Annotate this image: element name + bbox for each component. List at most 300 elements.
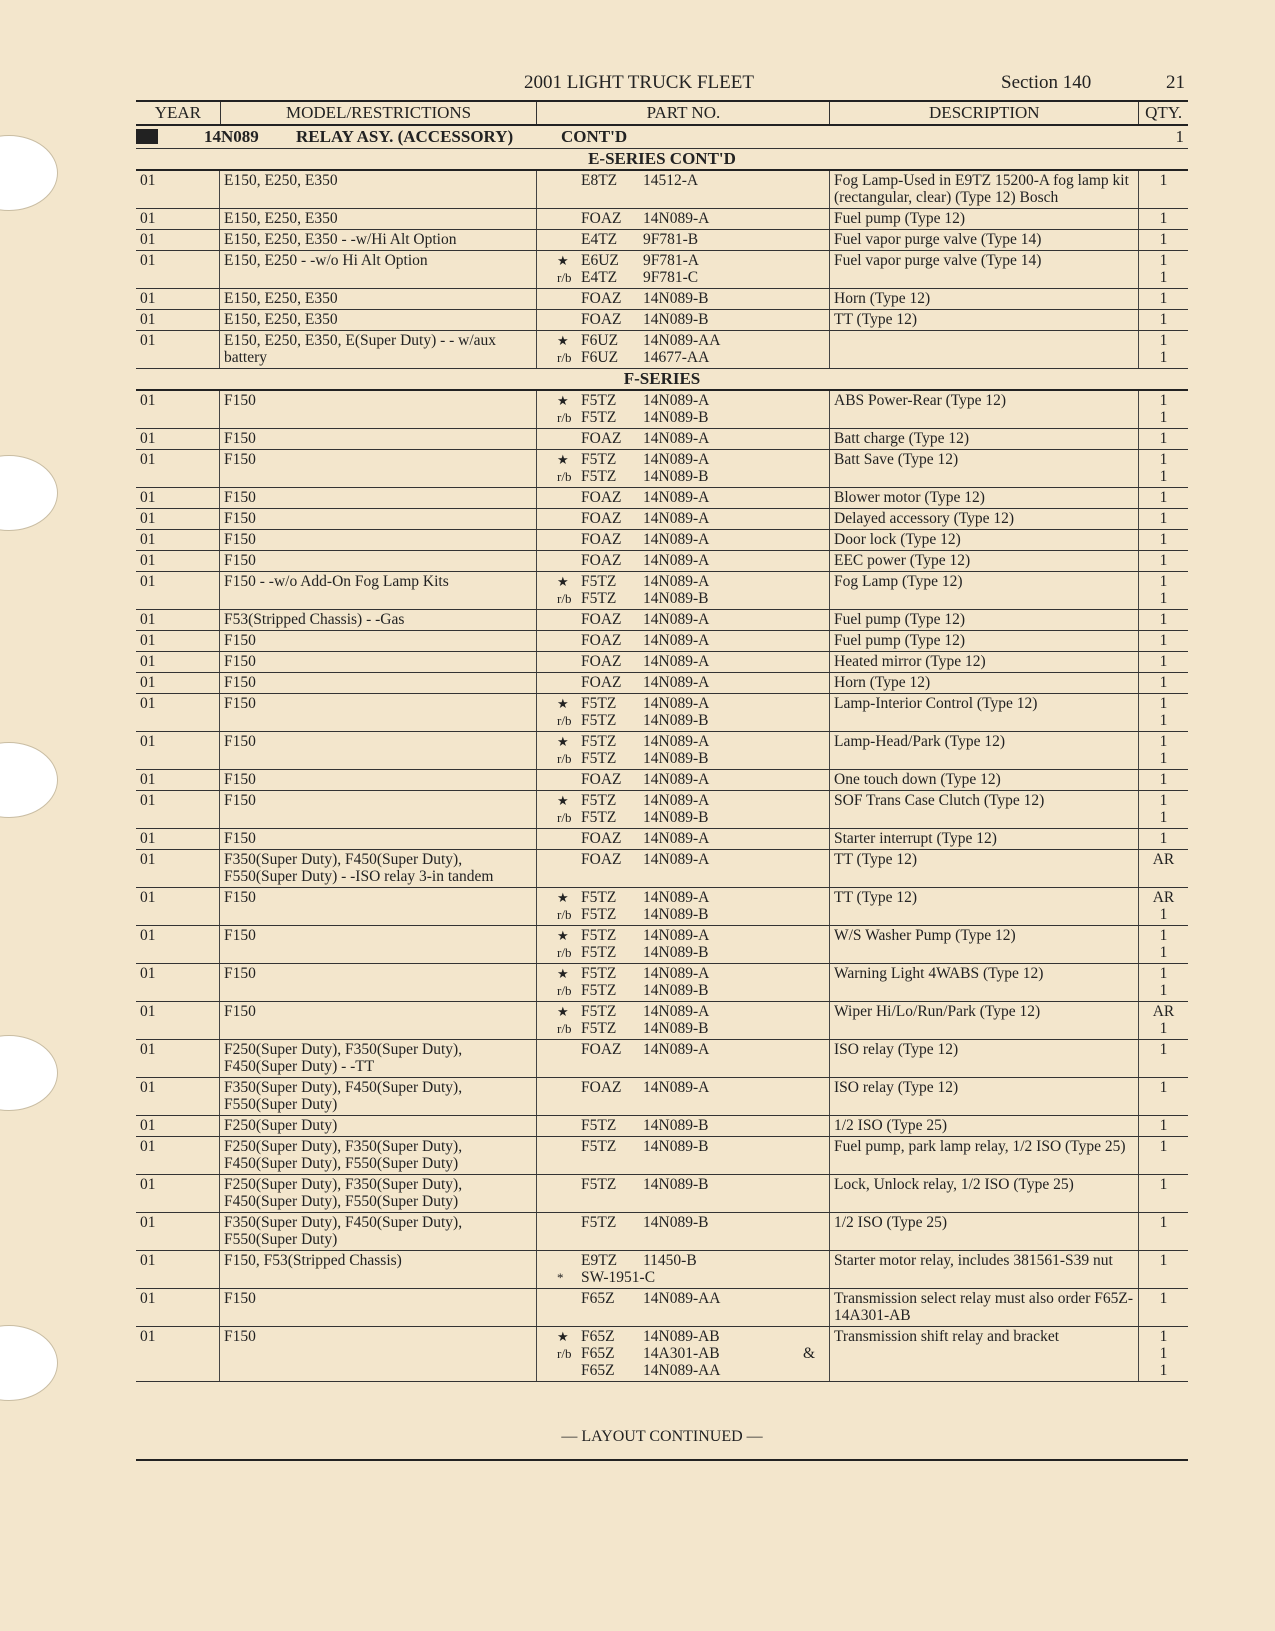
- part-prefix: F5TZ: [581, 733, 617, 750]
- year-cell: 01: [136, 509, 220, 529]
- part-prefix: FOAZ: [581, 290, 622, 307]
- qty-value: 1: [1159, 927, 1168, 944]
- model-cell: F150: [220, 530, 537, 550]
- part-suffix: 14N089-A: [643, 430, 710, 447]
- part-prefix: F65Z: [581, 1345, 615, 1362]
- part-number-cell: [537, 509, 830, 529]
- table-row: [136, 331, 1188, 369]
- part-prefix: FOAZ: [581, 531, 622, 548]
- part-prefix: F5TZ: [581, 750, 617, 767]
- part-line: [557, 1290, 825, 1307]
- part-line: [557, 252, 825, 269]
- part-line: [557, 430, 825, 447]
- model-cell: F150 - -w/o Add-On Fog Lamp Kits: [220, 572, 537, 609]
- part-prefix: F5TZ: [581, 1214, 617, 1231]
- table-row: [136, 209, 1188, 230]
- part-prefix: F5TZ: [581, 906, 617, 923]
- description-cell: Fuel pump (Type 12): [830, 631, 1139, 651]
- part-marker: [557, 1079, 581, 1096]
- qty-value: 1: [1159, 653, 1168, 670]
- qty-cell: [1139, 251, 1188, 288]
- binder-hole-4: [0, 1035, 58, 1111]
- model-cell: F53(Stripped Chassis) - -Gas: [220, 610, 537, 630]
- qty-cell: [1139, 791, 1188, 828]
- qty-cell: [1139, 450, 1188, 487]
- qty-cell: [1139, 509, 1188, 529]
- description-cell: Lamp-Interior Control (Type 12): [830, 694, 1139, 731]
- table-row: [136, 171, 1188, 209]
- part-line: [557, 311, 825, 328]
- part-suffix: 14N089-A: [643, 830, 710, 847]
- part-marker: [557, 1252, 581, 1269]
- catalog-title: 2001 LIGHT TRUCK FLEET: [524, 72, 754, 93]
- part-line: [557, 409, 825, 426]
- model-cell: F150: [220, 509, 537, 529]
- part-line: [557, 809, 825, 826]
- year-cell: 01: [136, 1002, 220, 1039]
- model-cell: E150, E250, E350, E(Super Duty) - - w/aux battery: [220, 331, 537, 368]
- description-cell: 1/2 ISO (Type 25): [830, 1116, 1139, 1136]
- part-suffix: 14N089-B: [643, 1020, 709, 1037]
- table-row: [136, 429, 1188, 450]
- part-prefix: F5TZ: [581, 1176, 617, 1193]
- table-row: [136, 1078, 1188, 1116]
- part-suffix: 9F781-A: [643, 252, 699, 269]
- part-prefix: F5TZ: [581, 965, 617, 982]
- col-year: YEAR: [136, 102, 221, 124]
- part-suffix: 14A301-AB: [643, 1345, 720, 1362]
- year-cell: 01: [136, 450, 220, 487]
- qty-value: 1: [1159, 944, 1168, 961]
- description-cell: Transmission shift relay and bracket: [830, 1327, 1139, 1381]
- part-suffix: 14N089-A: [643, 531, 710, 548]
- part-line: [557, 1252, 825, 1269]
- part-prefix: F5TZ: [581, 1020, 617, 1037]
- part-number-cell: [537, 572, 830, 609]
- qty-cell: [1139, 926, 1188, 963]
- part-line: [557, 712, 825, 729]
- part-number-cell: [537, 888, 830, 925]
- model-cell: F150: [220, 391, 537, 428]
- table-row: [136, 488, 1188, 509]
- table-body: [136, 149, 1188, 1382]
- part-marker: r/b: [557, 410, 572, 425]
- part-prefix: FOAZ: [581, 510, 622, 527]
- table-row: [136, 310, 1188, 331]
- qty-cell: [1139, 530, 1188, 550]
- part-line: [557, 451, 825, 468]
- part-group-header: [136, 126, 1188, 149]
- qty-value: AR: [1152, 1003, 1175, 1020]
- part-line: [557, 269, 825, 286]
- qty-cell: [1139, 1327, 1188, 1381]
- model-cell: F350(Super Duty), F450(Super Duty), F550(Super Duty) - -ISO relay 3-in tandem: [220, 850, 537, 887]
- table-row: [136, 829, 1188, 850]
- star-icon: ★: [557, 734, 569, 749]
- part-suffix: 14N089-B: [643, 712, 709, 729]
- part-line: [557, 792, 825, 809]
- description-cell: Delayed accessory (Type 12): [830, 509, 1139, 529]
- part-prefix: F65Z: [581, 1328, 615, 1345]
- year-cell: 01: [136, 694, 220, 731]
- table-row: [136, 1137, 1188, 1175]
- year-cell: 01: [136, 310, 220, 330]
- qty-value: 1: [1159, 1214, 1168, 1231]
- description-cell: Starter motor relay, includes 381561-S39 nut: [830, 1251, 1139, 1288]
- model-cell: F150: [220, 964, 537, 1001]
- model-cell: F150: [220, 631, 537, 651]
- qty-cell: [1139, 310, 1188, 330]
- star-icon: ★: [557, 793, 569, 808]
- part-number-cell: [537, 631, 830, 651]
- part-suffix: 14N089-A: [643, 632, 710, 649]
- part-prefix: FOAZ: [581, 674, 622, 691]
- qty-cell: [1139, 1137, 1188, 1174]
- part-marker: r/b: [557, 983, 572, 998]
- description-cell: Starter interrupt (Type 12): [830, 829, 1139, 849]
- part-suffix: 14N089-B: [643, 590, 709, 607]
- qty-cell: [1139, 1213, 1188, 1250]
- binder-hole-3: [0, 742, 58, 818]
- qty-cell: [1139, 888, 1188, 925]
- part-suffix: 14N089-AA: [643, 1362, 721, 1379]
- qty-cell: [1139, 488, 1188, 508]
- year-cell: 01: [136, 331, 220, 368]
- year-cell: 01: [136, 829, 220, 849]
- part-prefix: E4TZ: [581, 269, 618, 286]
- part-suffix: 14N089-B: [643, 1176, 709, 1193]
- binder-hole-1: [0, 135, 58, 211]
- star-icon: ★: [557, 574, 569, 589]
- part-prefix: F5TZ: [581, 792, 617, 809]
- qty-value: 1: [1159, 510, 1168, 527]
- part-suffix: 14N089-A: [643, 965, 710, 982]
- model-cell: F350(Super Duty), F450(Super Duty), F550(Super Duty): [220, 1213, 537, 1250]
- model-cell: F150: [220, 732, 537, 769]
- qty-value: 1: [1159, 430, 1168, 447]
- part-suffix: 14N089-B: [643, 311, 709, 328]
- part-suffix: 14N089-AA: [643, 1290, 721, 1307]
- description-cell: ISO relay (Type 12): [830, 1078, 1139, 1115]
- qty-value: AR: [1152, 889, 1175, 906]
- description-cell: 1/2 ISO (Type 25): [830, 1213, 1139, 1250]
- description-cell: W/S Washer Pump (Type 12): [830, 926, 1139, 963]
- part-marker: r/b: [557, 591, 572, 606]
- series-heading: F-SERIES: [136, 369, 1188, 391]
- model-cell: E150, E250, E350: [220, 289, 537, 309]
- part-suffix: 9F781-B: [643, 231, 699, 248]
- part-marker: [557, 1214, 581, 1231]
- part-number-cell: [537, 964, 830, 1001]
- part-marker: [557, 552, 581, 569]
- part-number-cell: [537, 331, 830, 368]
- qty-cell: [1139, 1175, 1188, 1212]
- part-suffix: 14N089-B: [643, 290, 709, 307]
- qty-value: 1: [1159, 1252, 1168, 1269]
- part-number-cell: [537, 488, 830, 508]
- year-cell: 01: [136, 791, 220, 828]
- part-prefix: F6UZ: [581, 349, 619, 366]
- group-qty: 1: [1175, 127, 1184, 146]
- part-line: [557, 1041, 825, 1058]
- part-prefix: F5TZ: [581, 451, 617, 468]
- part-marker: [557, 1041, 581, 1058]
- col-part-no: PART NO.: [537, 102, 830, 124]
- part-prefix: F5TZ: [581, 468, 617, 485]
- part-suffix: 14N089-A: [643, 573, 710, 590]
- part-line: [557, 1214, 825, 1231]
- part-suffix: 14512-A: [643, 172, 699, 189]
- description-cell: Blower motor (Type 12): [830, 488, 1139, 508]
- part-line: [557, 172, 825, 189]
- year-cell: 01: [136, 209, 220, 229]
- part-prefix: F5TZ: [581, 889, 617, 906]
- group-continued: CONT'D: [561, 127, 628, 146]
- part-prefix: F6UZ: [581, 332, 619, 349]
- description-cell: SOF Trans Case Clutch (Type 12): [830, 791, 1139, 828]
- qty-value: 1: [1159, 409, 1168, 426]
- part-prefix: FOAZ: [581, 771, 622, 788]
- description-cell: Fuel vapor purge valve (Type 14): [830, 251, 1139, 288]
- part-line: [557, 851, 825, 868]
- part-prefix: F5TZ: [581, 809, 617, 826]
- part-suffix: 14N089-A: [643, 611, 710, 628]
- layout-continued-note: — LAYOUT CONTINUED —: [561, 1428, 763, 1445]
- part-suffix: 14N089-B: [643, 982, 709, 999]
- part-number-cell: [537, 1002, 830, 1039]
- part-prefix: F65Z: [581, 1290, 615, 1307]
- description-cell: [830, 331, 1139, 368]
- description-cell: One touch down (Type 12): [830, 770, 1139, 790]
- year-cell: 01: [136, 888, 220, 925]
- part-prefix: FOAZ: [581, 830, 622, 847]
- qty-value: 1: [1159, 1290, 1168, 1307]
- part-line: [557, 1362, 825, 1379]
- part-prefix: E6UZ: [581, 252, 619, 269]
- qty-value: 1: [1159, 269, 1168, 286]
- qty-cell: [1139, 610, 1188, 630]
- qty-value: 1: [1159, 349, 1168, 366]
- model-cell: E150, E250, E350: [220, 209, 537, 229]
- part-marker: [557, 674, 581, 691]
- qty-cell: [1139, 1289, 1188, 1326]
- part-number-cell: [537, 251, 830, 288]
- part-number-cell: [537, 652, 830, 672]
- model-cell: E150, E250, E350: [220, 171, 537, 208]
- part-suffix: 9F781-C: [643, 269, 699, 286]
- model-cell: F250(Super Duty), F350(Super Duty), F450(Super Duty) - -TT: [220, 1040, 537, 1077]
- qty-cell: [1139, 331, 1188, 368]
- table-row: [136, 1289, 1188, 1327]
- part-prefix: F5TZ: [581, 1003, 617, 1020]
- qty-cell: [1139, 1002, 1188, 1039]
- qty-value: 1: [1159, 210, 1168, 227]
- year-cell: 01: [136, 926, 220, 963]
- part-line: [557, 392, 825, 409]
- part-suffix: 14N089-B: [643, 468, 709, 485]
- star-icon: ★: [557, 1329, 569, 1344]
- part-prefix: F5TZ: [581, 927, 617, 944]
- year-cell: 01: [136, 673, 220, 693]
- part-suffix: 14N089-A: [643, 510, 710, 527]
- table-row: [136, 1327, 1188, 1382]
- part-marker: r/b: [557, 270, 572, 285]
- part-prefix: F5TZ: [581, 944, 617, 961]
- year-cell: 01: [136, 289, 220, 309]
- part-prefix: FOAZ: [581, 430, 622, 447]
- part-prefix: SW-1951-C: [581, 1269, 656, 1286]
- part-line: [557, 653, 825, 670]
- qty-value: 1: [1159, 311, 1168, 328]
- part-line: [557, 231, 825, 248]
- part-number-cell: [537, 310, 830, 330]
- year-cell: 01: [136, 652, 220, 672]
- year-cell: 01: [136, 631, 220, 651]
- part-suffix: 11450-B: [643, 1252, 697, 1269]
- qty-cell: [1139, 171, 1188, 208]
- part-marker: [557, 632, 581, 649]
- description-cell: Fuel vapor purge valve (Type 14): [830, 230, 1139, 250]
- group-name: RELAY ASY. (ACCESSORY): [296, 127, 514, 146]
- qty-value: 1: [1159, 750, 1168, 767]
- year-cell: 01: [136, 171, 220, 208]
- part-line: [557, 750, 825, 767]
- description-cell: Batt Save (Type 12): [830, 450, 1139, 487]
- description-cell: Lock, Unlock relay, 1/2 ISO (Type 25): [830, 1175, 1139, 1212]
- qty-value: 1: [1159, 830, 1168, 847]
- part-suffix: 14N089-A: [643, 927, 710, 944]
- qty-value: 1: [1159, 1020, 1168, 1037]
- ampersand-mark: &: [803, 1345, 816, 1362]
- part-prefix: FOAZ: [581, 311, 622, 328]
- qty-value: 1: [1159, 712, 1168, 729]
- part-prefix: F5TZ: [581, 712, 617, 729]
- model-cell: F150, F53(Stripped Chassis): [220, 1251, 537, 1288]
- part-marker: r/b: [557, 350, 572, 365]
- part-prefix: FOAZ: [581, 489, 622, 506]
- qty-value: 1: [1159, 674, 1168, 691]
- part-prefix: FOAZ: [581, 611, 622, 628]
- year-cell: 01: [136, 1175, 220, 1212]
- description-cell: ISO relay (Type 12): [830, 1040, 1139, 1077]
- qty-cell: [1139, 1251, 1188, 1288]
- part-line: [557, 982, 825, 999]
- qty-value: 1: [1159, 1345, 1168, 1362]
- part-marker: [557, 611, 581, 628]
- table-row: [136, 850, 1188, 888]
- qty-cell: [1139, 1078, 1188, 1115]
- year-cell: 01: [136, 1289, 220, 1326]
- description-cell: Fuel pump (Type 12): [830, 209, 1139, 229]
- year-cell: 01: [136, 230, 220, 250]
- table-row: [136, 673, 1188, 694]
- table-row: [136, 770, 1188, 791]
- year-cell: 01: [136, 610, 220, 630]
- part-suffix: 14N089-A: [643, 210, 710, 227]
- model-cell: F250(Super Duty), F350(Super Duty), F450(Super Duty), F550(Super Duty): [220, 1175, 537, 1212]
- description-cell: TT (Type 12): [830, 888, 1139, 925]
- part-suffix: 14N089-AA: [643, 332, 721, 349]
- part-number-cell: [537, 230, 830, 250]
- part-marker: [557, 510, 581, 527]
- part-suffix: 14N089-A: [643, 674, 710, 691]
- qty-cell: [1139, 652, 1188, 672]
- star-icon: ★: [557, 1004, 569, 1019]
- model-cell: F150: [220, 450, 537, 487]
- qty-value: 1: [1159, 332, 1168, 349]
- part-suffix: 14N089-A: [643, 889, 710, 906]
- part-prefix: F5TZ: [581, 409, 617, 426]
- part-marker: [557, 1176, 581, 1193]
- parts-table: [136, 100, 1188, 1382]
- model-cell: F150: [220, 829, 537, 849]
- part-line: [557, 1345, 825, 1362]
- part-suffix: 14N089-B: [643, 750, 709, 767]
- part-line: [557, 927, 825, 944]
- binder-hole-2: [0, 455, 58, 531]
- qty-value: 1: [1159, 695, 1168, 712]
- table-row: [136, 1251, 1188, 1289]
- qty-value: 1: [1159, 982, 1168, 999]
- table-row: [136, 530, 1188, 551]
- part-marker: [557, 489, 581, 506]
- part-line: [557, 944, 825, 961]
- part-marker: [557, 311, 581, 328]
- part-marker: [557, 231, 581, 248]
- part-number-cell: [537, 770, 830, 790]
- qty-value: 1: [1159, 965, 1168, 982]
- model-cell: F150: [220, 488, 537, 508]
- part-line: [557, 1079, 825, 1096]
- year-cell: 01: [136, 1040, 220, 1077]
- description-cell: ABS Power-Rear (Type 12): [830, 391, 1139, 428]
- star-icon: ★: [557, 452, 569, 467]
- part-prefix: FOAZ: [581, 632, 622, 649]
- part-suffix: 14N089-B: [643, 906, 709, 923]
- year-cell: 01: [136, 1251, 220, 1288]
- table-row: [136, 610, 1188, 631]
- qty-value: 1: [1159, 552, 1168, 569]
- part-marker: [557, 1290, 581, 1307]
- part-line: [557, 510, 825, 527]
- table-row: [136, 230, 1188, 251]
- part-line: [557, 674, 825, 691]
- table-row: [136, 1175, 1188, 1213]
- part-marker: [557, 830, 581, 847]
- model-cell: F150: [220, 551, 537, 571]
- model-cell: E150, E250 - -w/o Hi Alt Option: [220, 251, 537, 288]
- part-prefix: F5TZ: [581, 1138, 617, 1155]
- part-prefix: FOAZ: [581, 851, 622, 868]
- qty-value: 1: [1159, 231, 1168, 248]
- part-suffix: 14N089-B: [643, 1138, 709, 1155]
- part-suffix: 14N089-A: [643, 733, 710, 750]
- qty-cell: [1139, 1040, 1188, 1077]
- group-code: 14N089: [204, 127, 259, 146]
- part-number-cell: [537, 391, 830, 428]
- part-line: [557, 830, 825, 847]
- part-number-cell: [537, 530, 830, 550]
- qty-value: 1: [1159, 451, 1168, 468]
- table-row: [136, 1040, 1188, 1078]
- part-number-cell: [537, 829, 830, 849]
- part-marker: r/b: [557, 469, 572, 484]
- table-row: [136, 926, 1188, 964]
- qty-cell: [1139, 391, 1188, 428]
- star-icon: ★: [557, 966, 569, 981]
- part-number-cell: [537, 1137, 830, 1174]
- part-line: [557, 1176, 825, 1193]
